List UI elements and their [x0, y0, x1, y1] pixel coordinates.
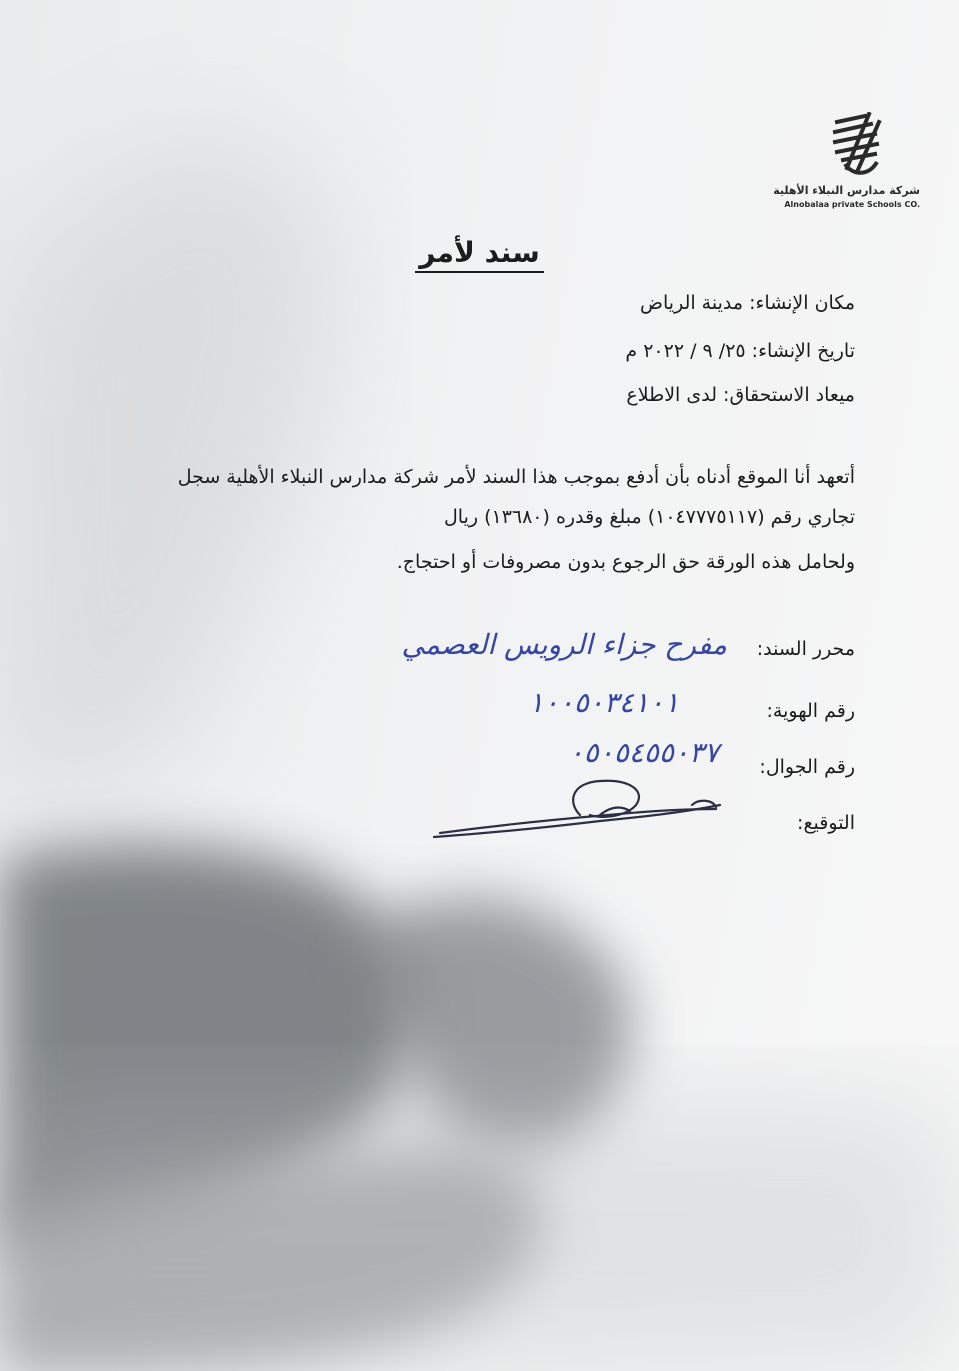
logo-mark-icon — [825, 112, 885, 180]
logo-english-name: Alnobalaa private Schools CO. — [784, 200, 920, 209]
due-date: ميعاد الاستحقاق: لدى الاطلاع — [626, 384, 855, 406]
pledge-line-1: أتعهد أنا الموقع أدناه بأن أدفع بموجب هذا السند لأمر شركة مدارس النبلاء الأهلية سجل — [177, 466, 855, 488]
id-number-label: رقم الهوية: — [766, 700, 855, 722]
document-title-text: سند لأمر — [415, 236, 544, 273]
date-of-issue: تاريخ الإنشاء: ٢٥/ ٩ / ٢٠٢٢ م — [625, 340, 855, 362]
signature-label: التوقيع: — [797, 812, 855, 834]
pledge-line-2: تجاري رقم (١٠٤٧٧٧٥١١٧) مبلغ وقدره (١٣٦٨٠) ريال — [443, 506, 855, 528]
pledge-line-3: ولحامل هذه الورقة حق الرجوع بدون مصروفات أو احتجاج. — [396, 551, 855, 573]
id-number-handwritten: ١٠٠٥٠٣٤١٠١ — [528, 686, 679, 719]
school-logo — [773, 112, 930, 217]
issuer-handwritten-name: مفرح جزاء الرويس العصمي — [401, 628, 727, 661]
handwritten-signature — [430, 775, 730, 855]
document-title — [0, 236, 959, 269]
mobile-number-label: رقم الجوال: — [759, 756, 855, 778]
place-of-issue: مكان الإنشاء: مدينة الرياض — [640, 292, 855, 314]
mobile-number-handwritten: ٠٥٠٥٤٥٥٠٣٧ — [568, 736, 719, 769]
issuer-label: محرر السند: — [756, 638, 855, 660]
logo-arabic-name: شركة مدارس النبلاء الأهلية — [773, 184, 920, 197]
